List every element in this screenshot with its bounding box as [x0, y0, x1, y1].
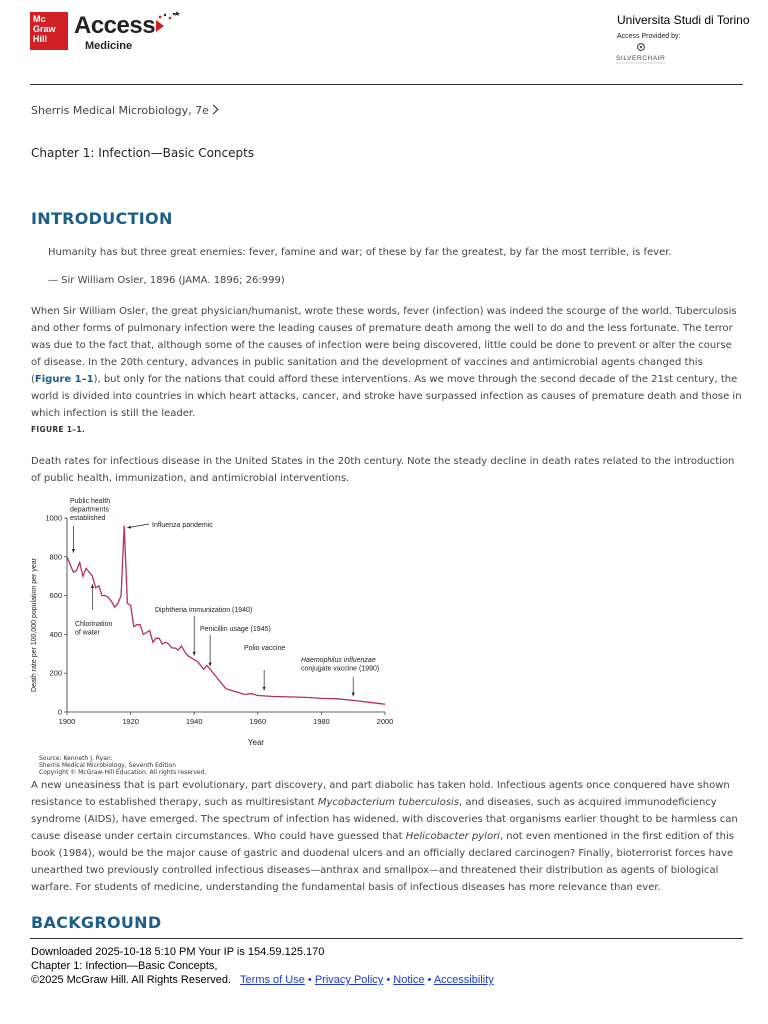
- x-tick-label: 1960: [249, 717, 267, 726]
- accessibility-link[interactable]: Accessibility: [433, 974, 494, 986]
- source-line: Source: Kenneth J. Ryan:: [39, 755, 113, 762]
- logo-line-1: Mc: [33, 14, 46, 24]
- para2-part-c: , not even mentioned in the first edition of this book (1984), would be the major cause of gastric and duodenal ulcers and an officially declared carcinogen? Finally, bioterrorist forces have unearthed two previously controlled infectious diseases—anthrax and smallpox—and threatened their distribution as agents of biological warfare. For students of medicine, understanding the fundamental basis of infectious diseases has more relevance than ever.: [31, 831, 734, 893]
- annotation-chlorination: Chlorination: [75, 621, 113, 628]
- footer-legal: [31, 974, 494, 987]
- para2-italic-2: Helicobacter pylori: [405, 831, 500, 842]
- figure-label: FIGURE 1–1.: [31, 425, 86, 434]
- access-brand[interactable]: Access: [74, 12, 156, 39]
- x-tick-label: 1900: [58, 717, 76, 726]
- annotation-arrowhead: [91, 584, 94, 588]
- source-line: Sherris Medical Microbiology, Seventh Edition: [39, 762, 176, 769]
- logo-line-3: Hill: [33, 34, 48, 44]
- silverchair-logo: [615, 42, 675, 66]
- epigraph-attribution: — Sir William Osler, 1896 (JAMA. 1896; 26:999): [48, 275, 285, 286]
- y-tick-label: 200: [49, 668, 62, 678]
- y-tick-label: 1000: [45, 513, 62, 523]
- annotation-public-health: established: [70, 515, 106, 522]
- breadcrumb[interactable]: [31, 104, 217, 118]
- footer-download-info: Downloaded 2025-10-18 5:10 PM Your IP is 154.59.125.170: [31, 946, 325, 958]
- annotation-polio: Polio vaccine: [244, 645, 286, 652]
- annotation-arrowhead: [72, 549, 75, 553]
- header-divider: [30, 84, 743, 85]
- death-rate-chart[interactable]: [30, 492, 410, 757]
- y-tick-label: 0: [57, 707, 62, 717]
- section-heading-introduction: INTRODUCTION: [31, 209, 173, 228]
- intro-paragraph: [31, 303, 743, 422]
- annotation-penicillin: Penicillin usage (1945): [200, 626, 271, 633]
- access-provided-label: Access Provided by:: [617, 33, 681, 40]
- intro-paragraph-part-b: ), but only for the nations that could afford these interventions. As we move through the second decade of the 21st century, the world is divided into countries in which heart attacks, cancer, and stroke have surpassed infection as causes of premature death and those in which infection is still the leader.: [31, 374, 742, 419]
- logo-line-2: Graw: [33, 24, 56, 34]
- series-line: [67, 526, 385, 704]
- annotation-hib: conjugate vaccine (1990): [301, 665, 380, 673]
- x-tick-label: 2000: [376, 717, 394, 726]
- annotation-diphtheria: Diphtheria immunization (1940): [155, 607, 253, 614]
- annotation-public-health: departments: [70, 506, 109, 514]
- annotation-hib: Haemophilus influenzae: [301, 657, 376, 664]
- intro-paragraph-part-a: When Sir William Osler, the great physician/humanist, wrote these words, fever (infection) was indeed the scourge of the world. Tuberculosis and other forms of pulmonary infection were the leading causes of premature death among the well to do and the less fortunate. The terror was due to the fact that, although some of the causes of infection were being discovered, little could be done to prevent or alter the course of disease. In the 20th century, advances in public sanitation and the development of vaccines and antimicrobial agents changed this (: [31, 306, 737, 385]
- epigraph-quote: Humanity has but three great enemies: fever, famine and war; of these by far the greatest, by far the most terrible, is fever.: [48, 247, 672, 258]
- footer-separator: •: [427, 974, 432, 986]
- body-paragraph-2: [31, 777, 743, 896]
- mcgraw-hill-logo[interactable]: [30, 12, 68, 50]
- annotation-arrowhead: [127, 526, 131, 529]
- figure-1-1-link[interactable]: Figure 1–1: [34, 374, 94, 385]
- x-tick-label: 1940: [185, 717, 203, 726]
- source-line: Copyright © McGraw-Hill Education. All rights reserved.: [39, 769, 207, 776]
- institution-name: Universita Studi di Torino: [617, 13, 750, 27]
- figure-source: [39, 755, 206, 776]
- terms-of-use-link[interactable]: Terms of Use: [240, 974, 305, 986]
- access-brand-sub: Medicine: [85, 40, 133, 52]
- para2-italic-1: Mycobacterium tuberculosis: [317, 797, 460, 808]
- section-heading-background: BACKGROUND: [31, 913, 162, 932]
- y-tick-label: 400: [49, 629, 62, 639]
- x-tick-label: 1920: [122, 717, 139, 726]
- chapter-title: Chapter 1: Infection—Basic Concepts: [31, 146, 255, 160]
- brand-sparks-icon: [150, 10, 182, 34]
- chevron-right-icon: [208, 105, 218, 115]
- para2-part-a: A new uneasiness that is part evolutionary, part discovery, and part diabolic has taken hold. Infectious agents once conquered have shown resistance to established therapy, such as multiresistant: [31, 780, 730, 808]
- annotation-influenza: Influenza pandemic: [152, 522, 213, 529]
- footer-divider: [30, 938, 743, 939]
- footer-separator: •: [307, 974, 312, 986]
- x-axis-label: Year: [247, 738, 265, 747]
- x-tick-label: 1980: [313, 717, 330, 726]
- annotation-arrowhead: [209, 663, 212, 667]
- annotation-arrowhead: [263, 687, 266, 691]
- figure-caption: Death rates for infectious disease in the United States in the 20th century. Note the steady decline in death rates related to the introduction of public health, immunization, and antimicrobial interventions.: [31, 456, 735, 484]
- annotation-arrowhead: [352, 693, 355, 697]
- para2-part-b: , and diseases, such as acquired immunodeficiency syndrome (AIDS), have emerged. The spectrum of infection has widened, with discoveries that organisms earlier thought to be harmless can cause disease under certain circumstances. Who could have guessed that: [31, 797, 738, 842]
- footer-copyright: ©2025 McGraw Hill. All Rights Reserved.: [31, 974, 232, 986]
- y-tick-label: 800: [49, 552, 62, 562]
- y-tick-label: 600: [49, 591, 62, 601]
- privacy-policy-link[interactable]: Privacy Policy: [314, 974, 384, 986]
- footer-chapter: Chapter 1: Infection—Basic Concepts,: [31, 960, 218, 972]
- annotation-public-health: Public health: [70, 498, 111, 505]
- annotation-chlorination: of water: [75, 629, 100, 637]
- breadcrumb-book[interactable]: Sherris Medical Microbiology, 7e: [31, 104, 209, 117]
- annotation-arrowhead: [193, 652, 196, 656]
- y-axis-label: Death rate per 100,000 population per year: [31, 558, 38, 692]
- silverchair-wordmark: SILVERCHAIR: [616, 55, 666, 62]
- footer-separator: •: [386, 974, 391, 986]
- notice-link[interactable]: Notice: [393, 974, 425, 986]
